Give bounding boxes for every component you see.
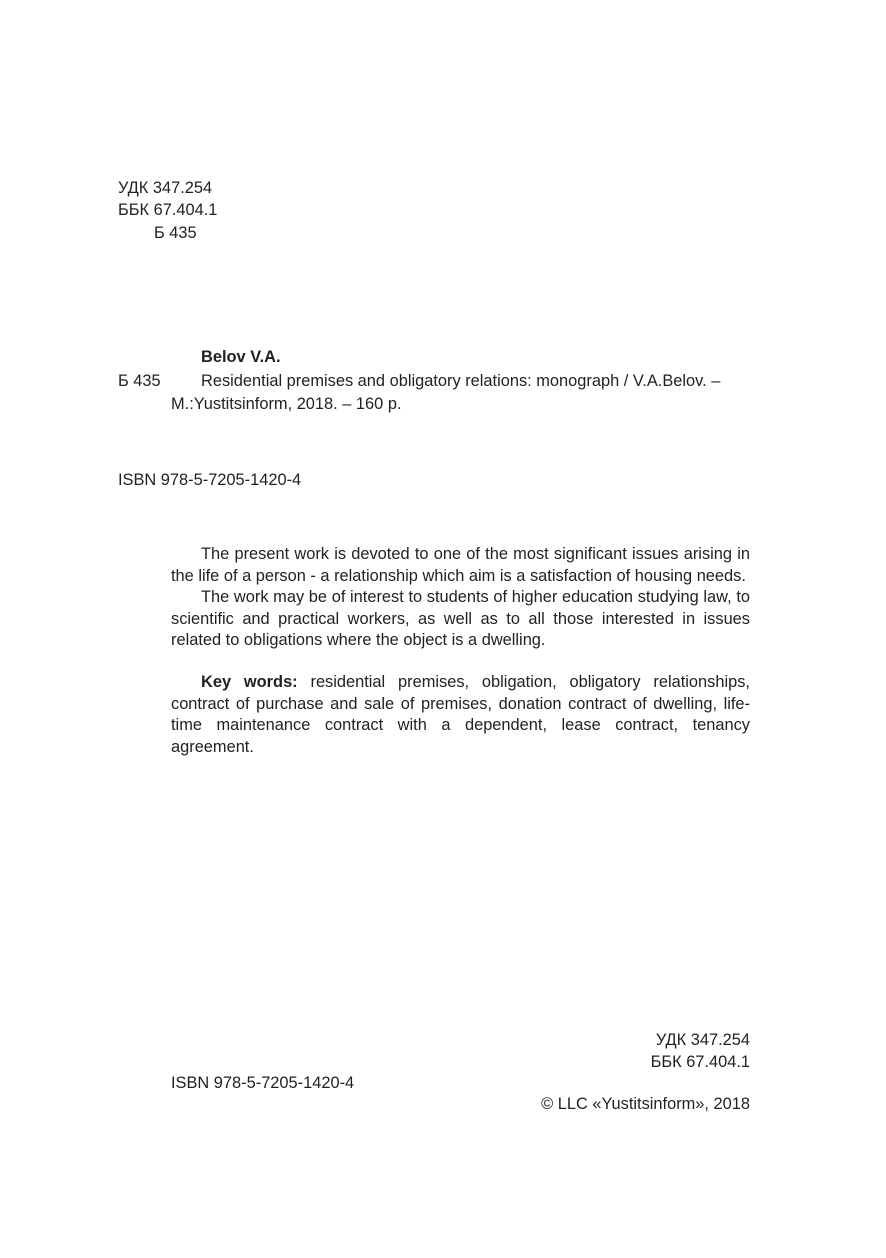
isbn-top: ISBN 978-5-7205-1420-4 bbox=[118, 471, 302, 489]
udk-code: УДК 347.254 bbox=[118, 179, 213, 197]
keywords-label: Key words: bbox=[201, 673, 298, 691]
copyright-notice: © LLC «Yustitsinform», 2018 bbox=[541, 1095, 750, 1113]
abstract-paragraph-1: The present work is devoted to one of the most significant issues arising in the life of a person - a relationship which aim is a satisfaction of housing needs. bbox=[171, 545, 750, 585]
abstract-paragraph-2: The work may be of interest to students of higher education studying law, to scientific and practical workers, as well as to all those interested in issues related to obligations where the object is a dwelling. bbox=[171, 588, 750, 649]
footer-bbk-code: ББК 67.404.1 bbox=[650, 1053, 750, 1071]
keywords-paragraph bbox=[171, 672, 750, 758]
keywords-text: residential premises, obligation, obligatory relationships, contract of purchase and sale of premises, donation contract of dwelling, life-time maintenance contract with a dependent, lease contract, tenancy agreement. bbox=[171, 673, 750, 756]
bbk-code: ББК 67.404.1 bbox=[118, 201, 218, 219]
footer-udk-code: УДК 347.254 bbox=[655, 1031, 750, 1049]
keywords-block bbox=[171, 672, 750, 758]
footer-isbn: ISBN 978-5-7205-1420-4 bbox=[171, 1074, 355, 1092]
bibliographic-title-line-1: Residential premises and obligatory relations: monograph / V.A.Belov. – bbox=[201, 372, 721, 390]
abstract bbox=[171, 544, 750, 652]
author-name: Belov V.A. bbox=[201, 348, 281, 366]
author-mark: Б 435 bbox=[154, 224, 197, 242]
bibliographic-title-line-2: M.:Yustitsinform, 2018. – 160 p. bbox=[171, 395, 402, 413]
bibliographic-author-mark: Б 435 bbox=[118, 372, 161, 390]
